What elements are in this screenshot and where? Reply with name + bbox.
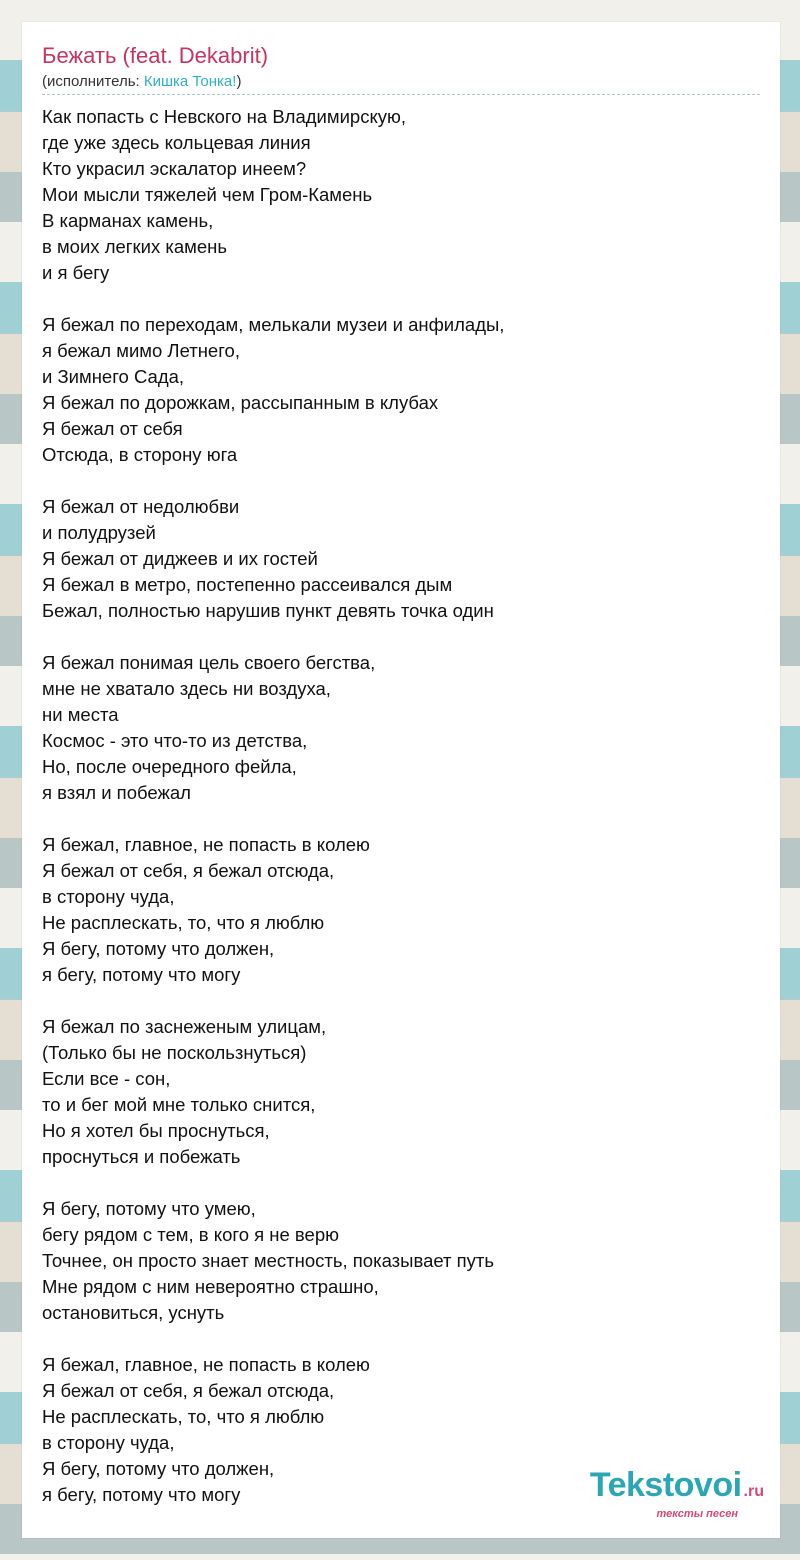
- lyric-line: Я бежал по заснеженым улицам,: [42, 1016, 327, 1037]
- lyric-line: я взял и побежал: [42, 782, 191, 803]
- lyric-line: и полудрузей: [42, 522, 156, 543]
- lyric-line: я бегу, потому что могу: [42, 964, 241, 985]
- lyric-line: бегу рядом с тем, в кого я не верю: [42, 1224, 340, 1245]
- performer-prefix: (исполнитель:: [42, 73, 144, 90]
- lyric-line: Я бегу, потому что умею,: [42, 1198, 256, 1219]
- lyric-line: Я бежал от диджеев и их гостей: [42, 548, 318, 569]
- lyric-line: Я бежал от недолюбви: [42, 496, 240, 517]
- lyric-line: В карманах камень,: [42, 210, 214, 231]
- song-header: [42, 42, 760, 95]
- lyric-stanza: [42, 1196, 762, 1326]
- lyric-line: Я бегу, потому что должен,: [42, 938, 275, 959]
- logo-main-text: Tekstovoi: [589, 1466, 742, 1504]
- lyric-line: Отсюда, в сторону юга: [42, 444, 238, 465]
- lyric-stanza: [42, 1014, 762, 1170]
- site-logo[interactable]: [554, 1468, 764, 1524]
- lyric-line: Я бежал по переходам, мелькали музеи и анфилады,: [42, 314, 505, 335]
- lyric-line: где уже здесь кольцевая линия: [42, 132, 311, 153]
- lyric-line: Не расплескать, то, что я люблю: [42, 1406, 325, 1427]
- lyric-line: мне не хватало здесь ни воздуха,: [42, 678, 331, 699]
- lyrics-body: [42, 104, 762, 1508]
- lyric-line: Я бежал по дорожкам, рассыпанным в клубах: [42, 392, 439, 413]
- lyrics-card: [22, 22, 780, 1538]
- logo-domain-text: .ru: [743, 1483, 764, 1500]
- lyric-line: Точнее, он просто знает местность, показывает путь: [42, 1250, 495, 1271]
- lyric-line: Я бежал понимая цель своего бегства,: [42, 652, 376, 673]
- lyric-line: проснуться и побежать: [42, 1146, 241, 1167]
- lyric-line: Бежал, полностью нарушив пункт девять точка один: [42, 600, 494, 621]
- lyric-line: ни места: [42, 704, 119, 725]
- song-performer-line: [42, 72, 760, 92]
- lyric-line: я бегу, потому что могу: [42, 1484, 241, 1505]
- lyric-line: Я бежал от себя: [42, 418, 183, 439]
- lyric-line: то и бег мой мне только снится,: [42, 1094, 316, 1115]
- lyric-line: и Зимнего Сада,: [42, 366, 185, 387]
- lyric-stanza: [42, 650, 762, 806]
- lyric-line: Я бежал от себя, я бежал отсюда,: [42, 1380, 335, 1401]
- lyric-line: Если все - сон,: [42, 1068, 171, 1089]
- lyric-line: (Только бы не поскользнуться): [42, 1042, 307, 1063]
- lyric-line: Мои мысли тяжелей чем Гром-Камень: [42, 184, 373, 205]
- logo-tagline: тексты песен: [656, 1508, 738, 1520]
- lyric-line: Я бежал в метро, постепенно рассеивался дым: [42, 574, 453, 595]
- lyric-line: Но, после очередного фейла,: [42, 756, 297, 777]
- lyric-line: Я бежал, главное, не попасть в колею: [42, 1354, 370, 1375]
- lyric-line: Не расплескать, то, что я люблю: [42, 912, 325, 933]
- performer-suffix: ): [236, 73, 242, 90]
- lyric-stanza: [42, 312, 762, 468]
- lyric-line: Космос - это что-то из детства,: [42, 730, 308, 751]
- lyric-line: Я бегу, потому что должен,: [42, 1458, 275, 1479]
- lyric-stanza: [42, 104, 762, 286]
- lyric-line: Как попасть с Невского на Владимирскую,: [42, 106, 407, 127]
- lyric-line: в сторону чуда,: [42, 1432, 175, 1453]
- lyric-line: я бежал мимо Летнего,: [42, 340, 240, 361]
- lyric-line: Я бежал от себя, я бежал отсюда,: [42, 860, 335, 881]
- artist-link[interactable]: Кишка Тонка!: [143, 73, 237, 90]
- lyric-line: Я бежал, главное, не попасть в колею: [42, 834, 370, 855]
- song-title: Бежать (feat. Dekabrit): [42, 43, 269, 68]
- lyric-line: Мне рядом с ним невероятно страшно,: [42, 1276, 379, 1297]
- lyric-line: в моих легких камень: [42, 236, 227, 257]
- lyric-stanza: [42, 494, 762, 624]
- lyric-line: Кто украсил эскалатор инеем?: [42, 158, 307, 179]
- lyric-line: и я бегу: [42, 262, 110, 283]
- lyric-line: Но я хотел бы проснуться,: [42, 1120, 270, 1141]
- lyric-line: остановиться, уснуть: [42, 1302, 225, 1323]
- lyric-stanza: [42, 832, 762, 988]
- logo-wordmark: [590, 1468, 764, 1509]
- lyric-line: в сторону чуда,: [42, 886, 175, 907]
